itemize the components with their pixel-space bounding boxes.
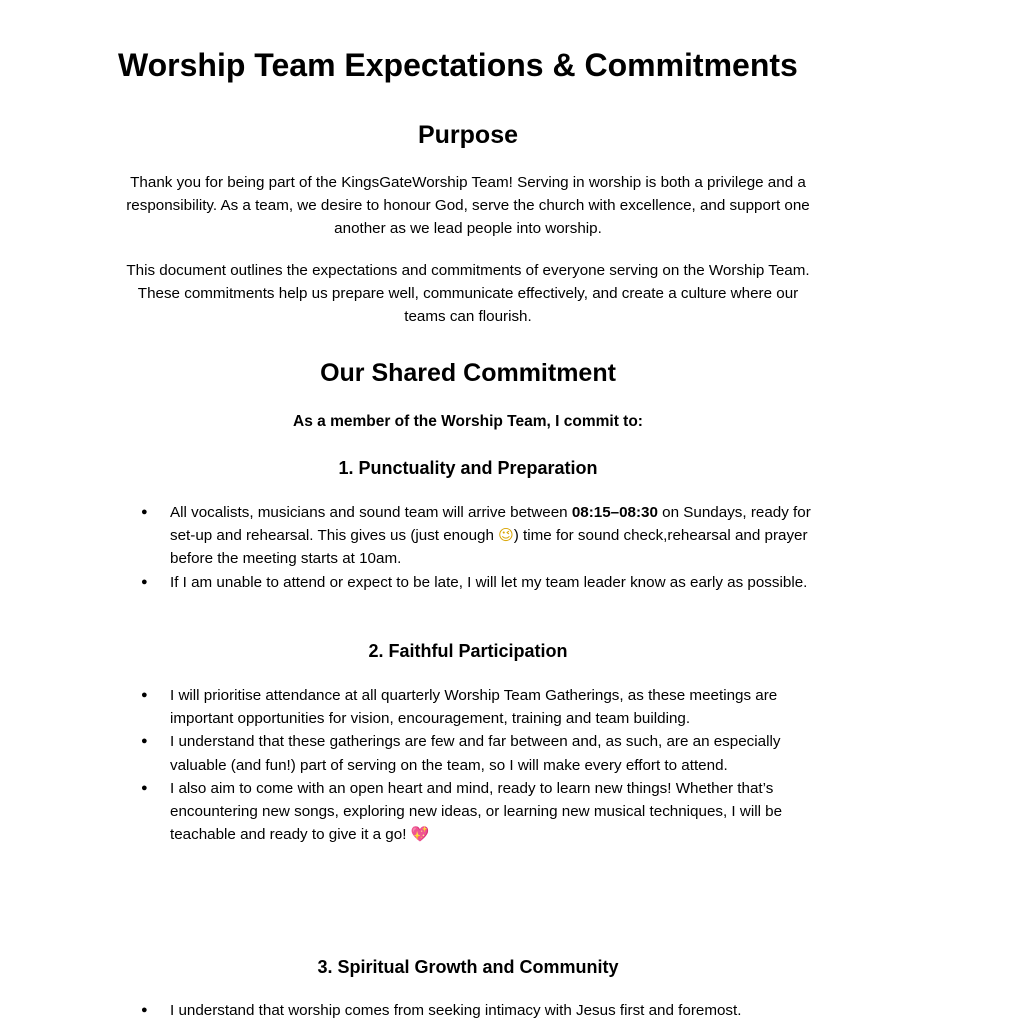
document-title: Worship Team Expectations & Commitments	[118, 47, 798, 83]
list-item-text: I also aim to come with an open heart and mind, ready to learn new things! Whether that’s encountering new songs, exploring new ideas, or learning new musical techniques, I will be teachable and ready to give it a go!	[170, 779, 783, 844]
list-item	[140, 730, 830, 776]
shared-commitment-heading: Our Shared Commitment	[320, 359, 616, 387]
participation-list	[140, 684, 830, 846]
section-heading-participation: 2. Faithful Participation	[368, 641, 568, 661]
list-item	[140, 999, 830, 1022]
list-item-text: I understand that worship comes from seeking intimacy with Jesus first and foremost.	[170, 1002, 742, 1019]
list-item-text: on Sundays, ready for set-up and rehearsal. This gives us (just enough	[170, 504, 811, 545]
list-item	[140, 571, 830, 594]
list-item-text: ) time for sound check,rehearsal and prayer before the meeting starts at 10am.	[170, 527, 808, 568]
sparkling-heart-icon: 💖	[410, 825, 430, 844]
list-item-text: All vocalists, musicians and sound team will arrive between	[170, 504, 572, 521]
purpose-heading: Purpose	[417, 121, 519, 149]
list-item-text: I understand that these gatherings are few and far between and, as such, are an especially valuable (and fun!) part of serving on the team, so I will make every effort to attend.	[170, 733, 781, 774]
purpose-paragraph-1: Thank you for being part of the KingsGateWorship Team! Serving in worship is both a privilege and a responsibility. As a team, we desire to honour God, serve the church with excellence, and support one another as we lead people into worship.	[126, 174, 810, 237]
list-item	[140, 684, 830, 730]
section-heading-punctuality: 1. Punctuality and Preparation	[338, 458, 598, 478]
winking-face-icon: 😉	[498, 526, 514, 545]
punctuality-list	[140, 501, 830, 594]
list-item-text: I will prioritise attendance at all quarterly Worship Team Gatherings, as these meetings are important opportunities for vision, encouragement, training and team building.	[170, 687, 778, 728]
list-item-text: If I am unable to attend or expect to be late, I will let my team leader know as early as possible.	[170, 573, 808, 591]
list-item	[140, 777, 830, 847]
spiritual-growth-list	[140, 999, 830, 1022]
section-heading-spiritual-growth: 3. Spiritual Growth and Community	[317, 957, 619, 977]
list-item	[140, 501, 830, 571]
shared-commitment-lead: As a member of the Worship Team, I commit to:	[293, 413, 643, 430]
arrival-time: 08:15–08:30	[571, 504, 658, 521]
purpose-paragraph-2: This document outlines the expectations and commitments of everyone serving on the Worship Team. These commitments help us prepare well, communicate effectively, and create a culture where our teams can flourish.	[126, 262, 810, 325]
